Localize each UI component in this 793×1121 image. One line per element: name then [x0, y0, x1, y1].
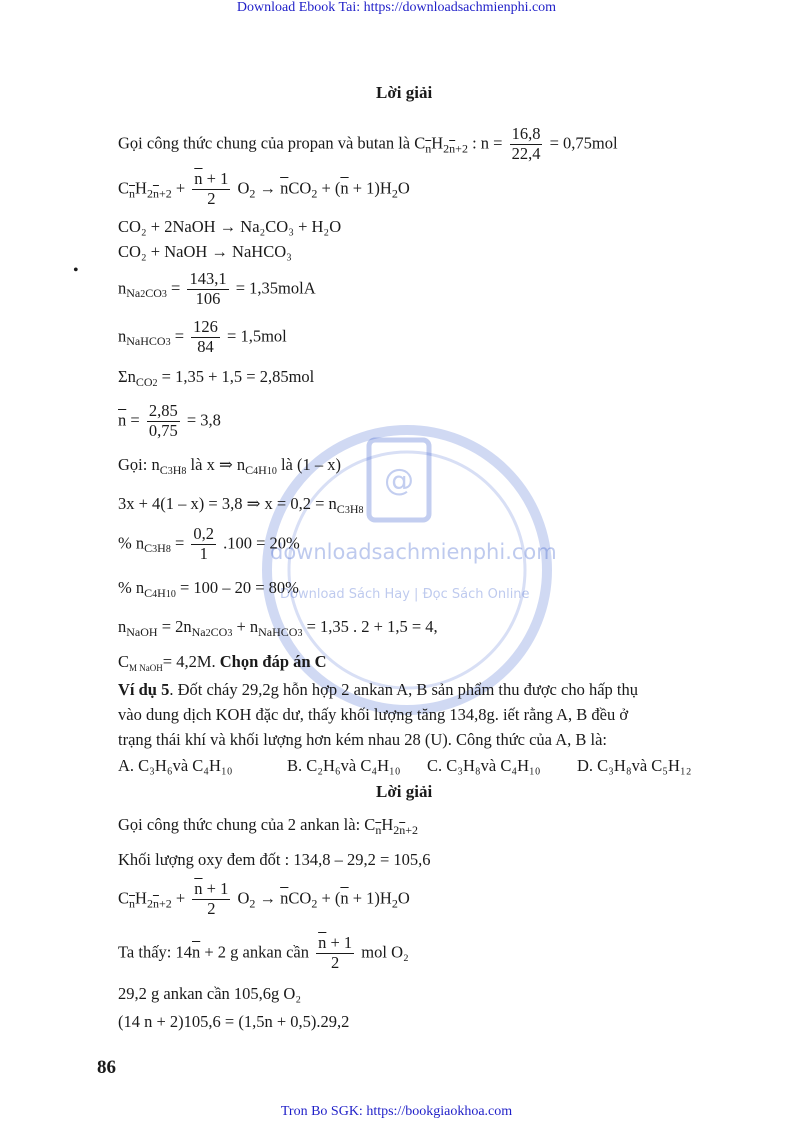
footer-sgk-link[interactable]: Tron Bo SGK: https://bookgiaokhoa.com: [280, 1104, 513, 1119]
reaction-3: CO₂ + 2NaOH → Na₂CO₃ + H₂O: [118, 217, 342, 236]
option-d: D. C₃H₈và C₅H₁₂: [577, 756, 692, 775]
option-a: A. C₃H₆và C₄H₁₀: [118, 756, 233, 775]
nbar-line: $\overline{n}$ = $\frac{2,85}{0,75}$ = 3,8: [118, 401, 221, 440]
final-equation: (14 n + 2)105,6 = (1,5n + 0,5).29,2: [118, 1012, 350, 1031]
sum-co2-line: $\Sigma n_{CO2} = 1,35 + 1,5 = 2,85mol$: [118, 367, 315, 389]
option-b: B. C₂H₆và C₄H₁₀: [287, 756, 401, 775]
svg-text:@: @: [384, 463, 414, 498]
nahco3-line: $n_{NaHCO3}$ = $\frac{126}{84}$ = 1,5mol: [118, 317, 287, 356]
combustion-equation-2: $C_{\overline{n}}H_{2\overline{n}+2}$ + $\frac{\overline{n} + 1}{2}$ $O_2 \to \overline{n}CO_2 + (\overline{n} + 1)H_2O$: [118, 879, 410, 918]
percent-c4h10-line: % $n_{C4H10} = 100 - 20 = 80\%$: [118, 578, 299, 600]
answer-choice: Chọn đáp án C: [219, 652, 327, 671]
ta-thay-line: Ta thấy: $14\overline{n} + 2$ g ankan cần $\frac{\overline{n} + 1}{2}$ mol O₂: [118, 933, 409, 972]
watermark-title: downloadsachmienphi.com: [270, 540, 557, 564]
watermark-subtitle: Download Sách Hay | Đọc Sách Online: [280, 587, 530, 602]
page-number: 86: [97, 1057, 116, 1078]
mass-line: 29,2 g ankan cần 105,6g O₂: [118, 984, 302, 1003]
example5-line1: Ví dụ 5. Đốt cháy 29,2g hỗn hợp 2 ankan A, B sản phẩm thu được cho hấp thụ: [118, 680, 638, 699]
heading-loi-giai-1: Lời giải: [376, 83, 433, 102]
n-num: 16,8: [511, 124, 541, 143]
intro-text: Gọi công thức chung của propan và butan là: [118, 133, 411, 153]
option-c: C. C₃H₈và C₄H₁₀: [427, 756, 541, 775]
example5-line3: trạng thái khí và khối lượng hơn kém nhau 28 (U). Công thức của A, B là:: [118, 730, 608, 749]
goi-line: Gọi: $n_{C3H8}$ là x ⇒ $n_{C4H10}$ là (1 – x): [118, 455, 341, 477]
heading-loi-giai-2: Lời giải: [376, 782, 433, 801]
n-result: = 0,75mol: [549, 133, 618, 153]
equation-x-line: 3x + 4(1 – x) = 3,8 ⇒ $x = 0,2 = n_{C3H8}$: [118, 494, 364, 516]
header-download-link[interactable]: Download Ebook Tai: https://downloadsachmienphi.com: [236, 0, 557, 15]
example5-line2: vào dung dịch KOH đặc dư, thấy khối lượng tăng 134,8g. iết rằng A, B đều ở: [118, 705, 629, 724]
percent-c3h8-line: % $n_{C3H8}$ = $\frac{0,2}{1}$ .100 = 20%: [118, 524, 300, 563]
combustion-equation: $C_{\overline{n}}H_{2\overline{n}+2}$ + $\frac{\overline{n} + 1}{2}$ $O_2 \to \overline{n}CO_2 + (\overline{n} + 1)H_2O$: [118, 169, 410, 208]
stray-dot: •: [73, 262, 79, 279]
n-den: 22,4: [511, 143, 541, 163]
na2co3-line: $n_{Na2CO3}$ = $\frac{143,1}{106}$ = 1,35molA: [118, 269, 316, 308]
intro-line: Gọi công thức chung của propan và butan là $C_{\overline{n}}H_{2\overline{n}+2}$ : n = $\frac{16,8}{22,4}$ = 0,75mol: [118, 124, 618, 163]
cm-naoh-line: $C_{M NaOH}= 4,2M$. Chọn đáp án C: [118, 652, 327, 673]
reaction-4: CO₂ + NaOH → NaHCO₃: [118, 242, 292, 261]
naoh-line: $n_{NaOH} = 2n_{Na2CO3} + n_{NaHCO3} = 1,35$ . 2 + 1,5 = 4,: [118, 617, 438, 639]
section2-intro: Gọi công thức chung của 2 ankan là: $C_{\overline{n}}H_{2\overline{n}+2}$: [118, 815, 419, 837]
oxy-mass-line: Khối lượng oxy đem đốt : 134,8 – 29,2 = 105,6: [118, 850, 431, 869]
